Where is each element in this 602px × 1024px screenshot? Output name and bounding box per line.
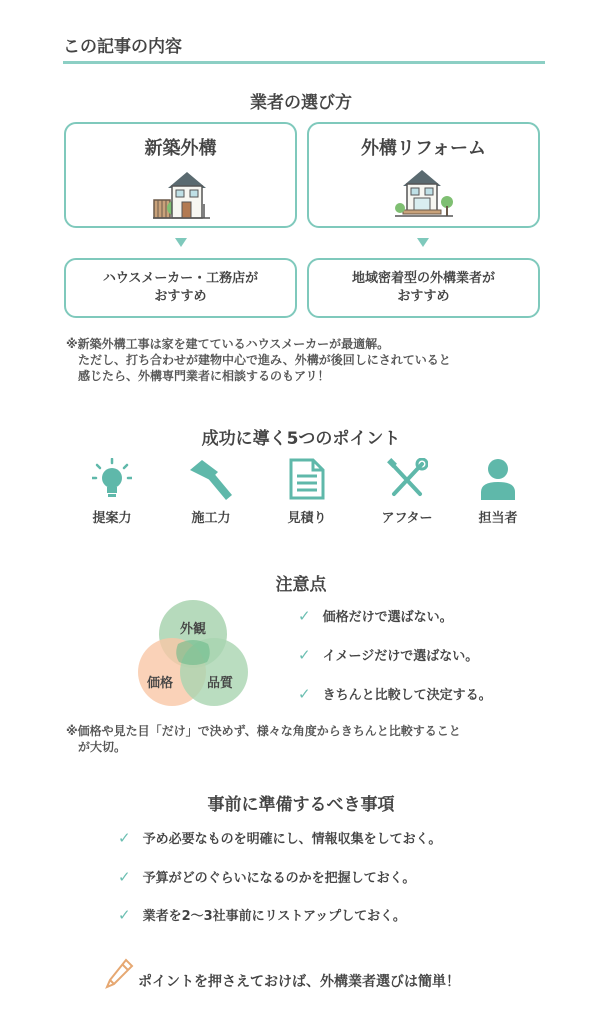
cautions-note-line2: が大切。 bbox=[78, 740, 127, 754]
title-divider bbox=[63, 61, 545, 64]
points-title: 成功に導く5つのポイント bbox=[201, 429, 401, 449]
caution-item bbox=[298, 645, 478, 664]
prep-item-text: 予め必要なものを明確にし、情報収集をしておく。 bbox=[142, 832, 442, 847]
arrow-down-icon bbox=[417, 238, 429, 247]
tools-icon bbox=[386, 458, 428, 500]
recommend-reform-line2: おすすめ bbox=[397, 289, 450, 304]
caution-item bbox=[298, 684, 492, 703]
prep-item bbox=[118, 905, 406, 924]
card-new-exterior-title: 新築外構 bbox=[144, 138, 217, 159]
recommend-new-exterior bbox=[64, 258, 297, 318]
document-icon bbox=[289, 458, 325, 500]
prep-item bbox=[118, 867, 415, 886]
recommend-new-line2: おすすめ bbox=[154, 289, 207, 304]
selection-note-line2: ただし、打ち合わせが建物中心で進み、外構が後回しにされていると bbox=[78, 353, 451, 367]
check-icon: ✓ bbox=[118, 905, 131, 924]
point-label-aftercare: アフター bbox=[381, 511, 433, 526]
card-new-exterior bbox=[64, 122, 297, 228]
caution-item-text: イメージだけで選ばない。 bbox=[322, 649, 479, 664]
check-icon: ✓ bbox=[118, 867, 131, 886]
selection-title: 業者の選び方 bbox=[250, 93, 352, 113]
lightbulb-icon bbox=[92, 458, 132, 500]
caution-item-text: 価格だけで選ばない。 bbox=[322, 610, 453, 625]
selection-note bbox=[66, 336, 451, 384]
venn-diagram bbox=[132, 598, 254, 710]
cautions-title: 注意点 bbox=[275, 575, 327, 595]
prep-title: 事前に準備するべき事項 bbox=[207, 795, 395, 815]
cautions-note-line1: ※価格や見た目「だけ」で決めず、様々な角度からきちんと比較すること bbox=[66, 724, 461, 738]
footer-message: ポイントを押さえておけば、外構業者選びは簡単！ bbox=[138, 974, 460, 990]
point-label-estimate: 見積り bbox=[287, 511, 327, 526]
person-icon bbox=[480, 458, 516, 500]
caution-item-text: きちんと比較して決定する。 bbox=[322, 688, 492, 703]
check-icon: ✓ bbox=[118, 828, 131, 847]
prep-item-text: 業者を2〜3社事前にリストアップしておく。 bbox=[142, 909, 406, 924]
page-title: この記事の内容 bbox=[63, 37, 182, 57]
cautions-note bbox=[66, 723, 461, 755]
selection-note-line3: 感じたら、外構専門業者に相談するのもアリ！ bbox=[78, 369, 330, 383]
hammer-icon bbox=[188, 460, 234, 500]
selection-note-line1: ※新築外構工事は家を建てているハウスメーカーが最適解。 bbox=[66, 337, 390, 351]
recommend-reform-line1: 地域密着型の外構業者が bbox=[351, 271, 495, 286]
point-label-staff: 担当者 bbox=[478, 511, 518, 526]
pencil-icon bbox=[104, 958, 134, 990]
point-label-construction: 施工力 bbox=[191, 511, 231, 526]
card-reform-exterior-title: 外構リフォーム bbox=[360, 138, 487, 159]
venn-label-price: 価格 bbox=[147, 676, 174, 691]
caution-item bbox=[298, 606, 453, 625]
check-icon: ✓ bbox=[298, 606, 311, 625]
recommend-new-line1: ハウスメーカー・工務店が bbox=[102, 271, 259, 286]
prep-item bbox=[118, 828, 441, 847]
house-with-deck-icon bbox=[395, 168, 455, 220]
venn-label-appearance: 外観 bbox=[180, 622, 207, 637]
recommend-reform-exterior bbox=[307, 258, 540, 318]
card-reform-exterior bbox=[307, 122, 540, 228]
check-icon: ✓ bbox=[298, 684, 311, 703]
check-icon: ✓ bbox=[298, 645, 311, 664]
venn-label-quality: 品質 bbox=[207, 676, 234, 691]
house-icon bbox=[152, 170, 212, 222]
point-label-proposal: 提案力 bbox=[92, 511, 132, 526]
prep-item-text: 予算がどのぐらいになるのかを把握しておく。 bbox=[142, 871, 416, 886]
arrow-down-icon bbox=[175, 238, 187, 247]
